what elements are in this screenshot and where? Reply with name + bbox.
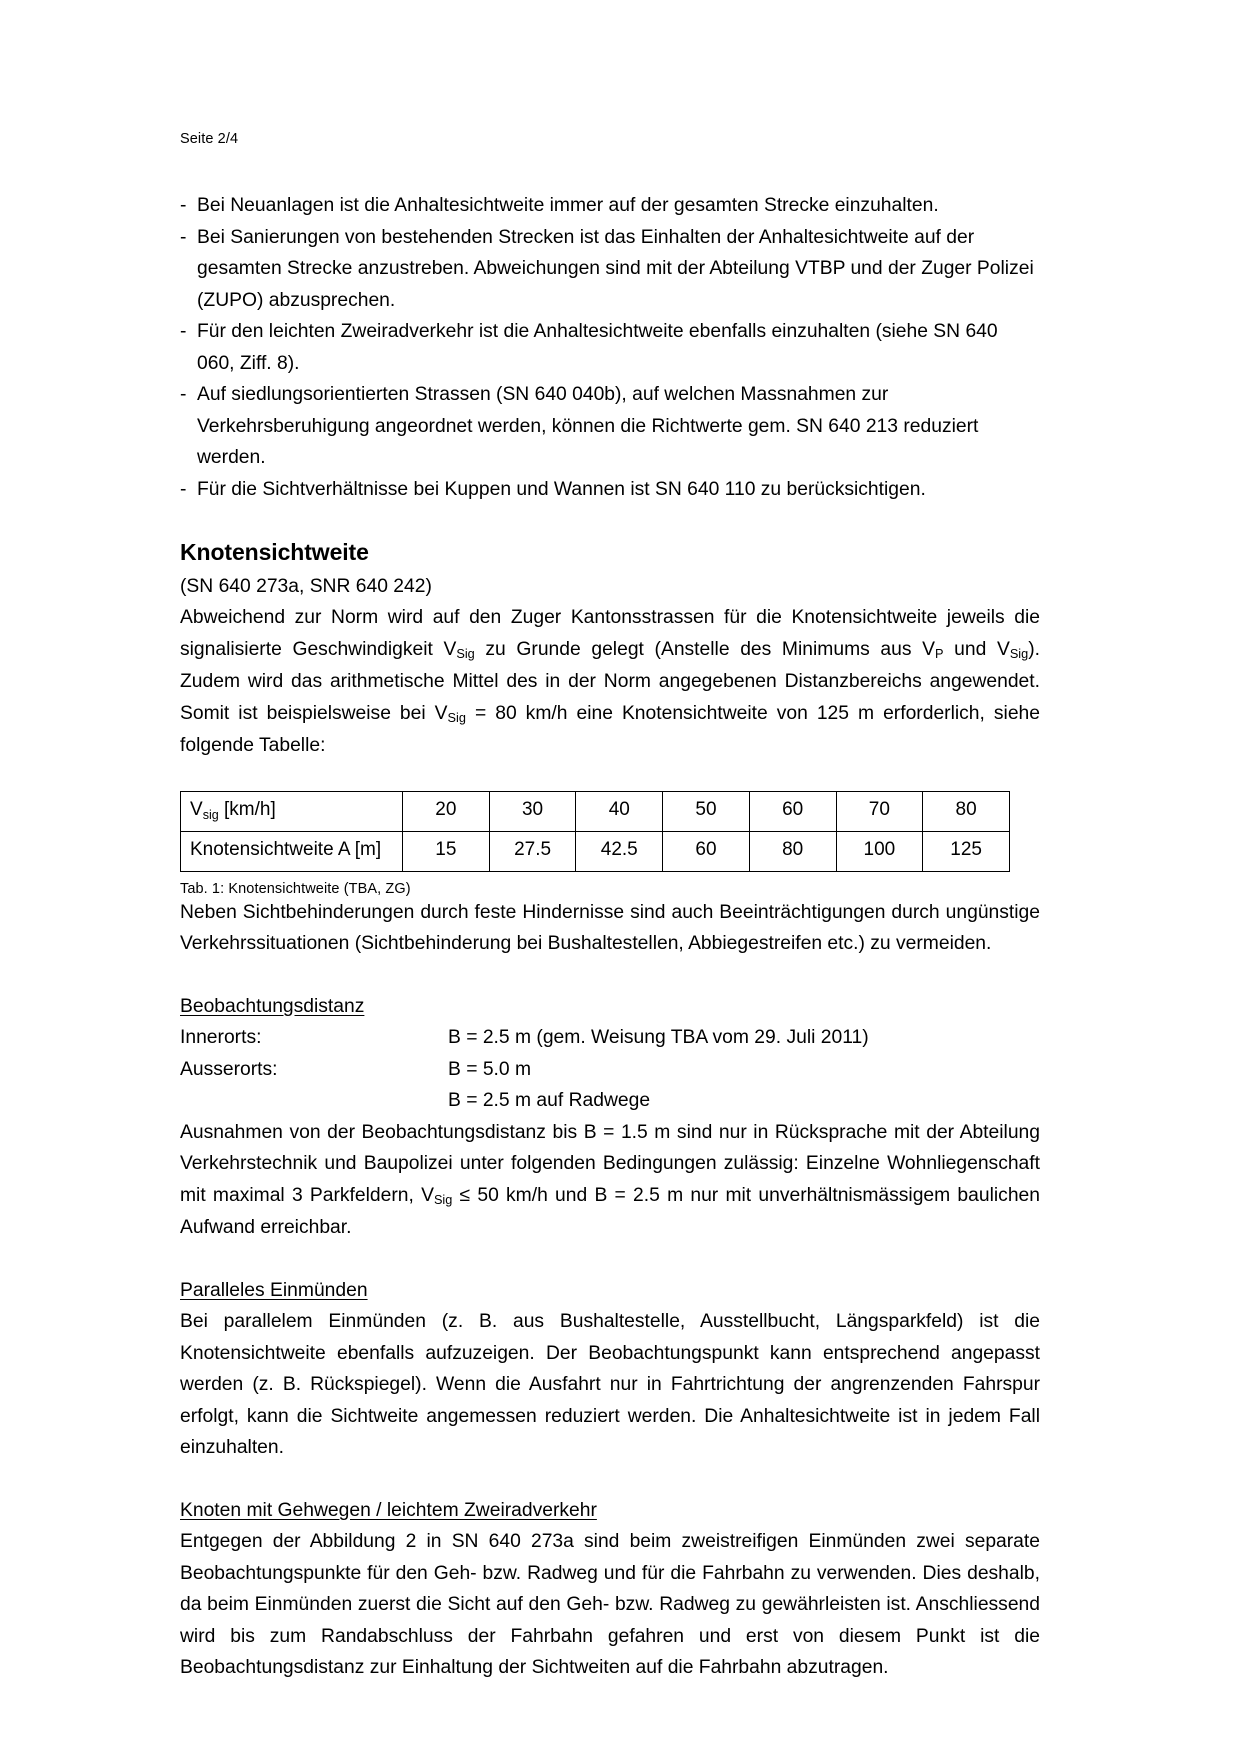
intro-paragraph <box>180 602 1040 762</box>
definition-term: Innerorts: <box>180 1027 262 1049</box>
table-cell: 80 <box>749 831 836 871</box>
table-cell: 100 <box>836 831 923 871</box>
definition-term: Ausserorts: <box>180 1058 278 1080</box>
list-item <box>180 222 1040 317</box>
definition-row-innerorts <box>180 1022 1040 1054</box>
bullet-dash: - <box>180 195 187 217</box>
list-item <box>180 379 1040 474</box>
note-part1: Ausnahmen von der Beobachtungsdistanz bis B = 1.5 m sind nur in Rücksprache mit der Abteilung Verkehrstechnik und Baupolizei unter folgenden Bedingungen zulässig: Einzelne Wohnliegenschaft mit maximal 3 Parkfeldern, V <box>180 1121 1040 1206</box>
definition-row-ausserorts <box>180 1054 1040 1086</box>
table-cell: 40 <box>576 791 663 831</box>
table-cell: 30 <box>489 791 576 831</box>
bullet-dash: - <box>180 226 187 248</box>
list-item <box>180 474 1040 506</box>
subscript-sig: sig <box>202 807 219 822</box>
vsig-unit: [km/h] <box>218 799 276 821</box>
list-item-text: Auf siedlungsorientierten Strassen (SN 640 040b), auf welchen Massnahmen zur Verkehrsberuhigung angeordnet werden, können die Richtwerte gem. SN 640 213 reduziert werden. <box>197 384 979 469</box>
table-cell: 60 <box>749 791 836 831</box>
subheading-knoten-gehwegen: Knoten mit Gehwegen / leichtem Zweiradverkehr <box>180 1499 597 1521</box>
subscript-sig: Sig <box>447 710 466 726</box>
table-cell: 50 <box>663 791 750 831</box>
table-row-header-vsig <box>181 791 403 831</box>
subscript-p: P <box>935 646 944 662</box>
section-subtitle: (SN 640 273a, SNR 640 242) <box>180 576 432 598</box>
table-caption: Tab. 1: Knotensichtweite (TBA, ZG) <box>180 880 411 897</box>
table-row-header-sichtweite: Knotensichtweite A [m] <box>181 831 403 871</box>
anhaltesichtweite-bullet-list <box>180 190 1040 505</box>
bullet-dash: - <box>180 478 187 500</box>
note-part2: ≤ 50 km/h und B = 2.5 m nur mit unverhältnismässigem baulichen Aufwand erreichbar. <box>180 1184 1040 1239</box>
subscript-sig: Sig <box>1009 646 1029 662</box>
table-cell: 80 <box>923 791 1010 831</box>
list-item-text: Bei Neuanlagen ist die Anhaltesichtweite immer auf der gesamten Strecke einzuhalten. <box>197 195 939 217</box>
definition-value: B = 2.5 m (gem. Weisung TBA vom 29. Juli 2011) <box>448 1027 869 1049</box>
intro-text-part2: zu Grunde gelegt (Anstelle des Minimums aus V <box>474 638 936 660</box>
vsig-symbol: V <box>190 799 203 821</box>
table-cell: 15 <box>403 831 490 871</box>
page-number-header: Seite 2/4 <box>180 131 239 147</box>
table-cell: 27.5 <box>489 831 576 871</box>
intro-text-part5: = 80 km/h eine Knotensichtweite von 125 m erforderlich, siehe folgende Tabelle: <box>180 702 1040 757</box>
table-cell: 60 <box>663 831 750 871</box>
intro-text-part4: ). Zudem wird das arithmetische Mittel des in der Norm angegebenen Distanzbereichs angewendet. Somit ist beispielsweise bei V <box>180 638 1040 724</box>
intro-text-part1: Abweichend zur Norm wird auf den Zuger Kantonsstrassen für die Knotensichtweite jeweils die signalisierte Geschwindigkeit V <box>180 607 1040 660</box>
table-row <box>181 791 1010 831</box>
definition-row-radwege <box>180 1085 1040 1117</box>
intro-text-part3: und V <box>943 638 1010 660</box>
definition-value: B = 5.0 m <box>448 1058 532 1080</box>
page-content <box>180 0 1040 1684</box>
obstruction-paragraph: Neben Sichtbehinderungen durch feste Hindernisse sind auch Beeinträchtigungen durch ungünstige Verkehrssituationen (Sichtbehinderung bei Bushaltestellen, Abbiegestreifen etc.) zu vermeiden. <box>180 901 1040 955</box>
table-row <box>181 831 1010 871</box>
subheading-beobachtungsdistanz: Beobachtungsdistanz <box>180 995 365 1017</box>
observation-note-paragraph <box>180 1117 1040 1244</box>
table-cell: 70 <box>836 791 923 831</box>
definition-value: B = 2.5 m auf Radwege <box>448 1090 651 1112</box>
list-item-text: Bei Sanierungen von bestehenden Strecken ist das Einhalten der Anhaltesichtweite auf der gesamten Strecke anzustreben. Abweichungen sind mit der Abteilung VTBP und der Zuger Polizei (ZUPO) abzusprechen. <box>197 226 1034 311</box>
subscript-sig: Sig <box>456 646 475 662</box>
subheading-paralleles-einmuenden: Paralleles Einmünden <box>180 1279 368 1301</box>
definition-term <box>180 1085 448 1117</box>
knotensichtweite-table <box>180 791 1010 872</box>
parallel-paragraph: Bei parallelem Einmünden (z. B. aus Bushaltestelle, Ausstellbucht, Längsparkfeld) ist die Knotensichtweite ebenfalls aufzuzeigen. Der Beobachtungspunkt kann entsprechend angepasst werden (z. B. Rückspiegel). Wenn die Ausfahrt nur in Fahrtrichtung der angrenzenden Fahrspur erfolgt, kann die Sichtweite angemessen reduziert werden. Die Anhaltesichtweite ist in jedem Fall einzuhalten. <box>180 1311 1040 1459</box>
bullet-dash: - <box>180 321 187 343</box>
table-cell: 125 <box>923 831 1010 871</box>
list-item <box>180 316 1040 379</box>
junction-paragraph: Entgegen der Abbildung 2 in SN 640 273a sind beim zweistreifigen Einmünden zwei separate Beobachtungspunkte für den Geh- bzw. Radweg und für die Fahrbahn zu verwenden. Dies deshalb, da beim Einmünden zuerst die Sicht auf den Geh- bzw. Radweg zu gewährleisten ist. Anschliessend wird bis zum Randabschluss der Fahrbahn gefahren und erst von diesem Punkt ist die Beobachtungsdistanz zur Einhaltung der Sichtweiten auf die Fahrbahn abzutragen. <box>180 1531 1040 1679</box>
subscript-sig: Sig <box>433 1192 453 1208</box>
list-item-text: Für die Sichtverhältnisse bei Kuppen und Wannen ist SN 640 110 zu berücksichtigen. <box>197 478 926 500</box>
table-cell: 20 <box>403 791 490 831</box>
table-cell: 42.5 <box>576 831 663 871</box>
list-item <box>180 190 1040 222</box>
bullet-dash: - <box>180 384 187 406</box>
list-item-text: Für den leichten Zweiradverkehr ist die Anhaltesichtweite ebenfalls einzuhalten (siehe SN 640 060, Ziff. 8). <box>197 321 998 374</box>
page-title: Knotensichtweite <box>180 539 369 566</box>
